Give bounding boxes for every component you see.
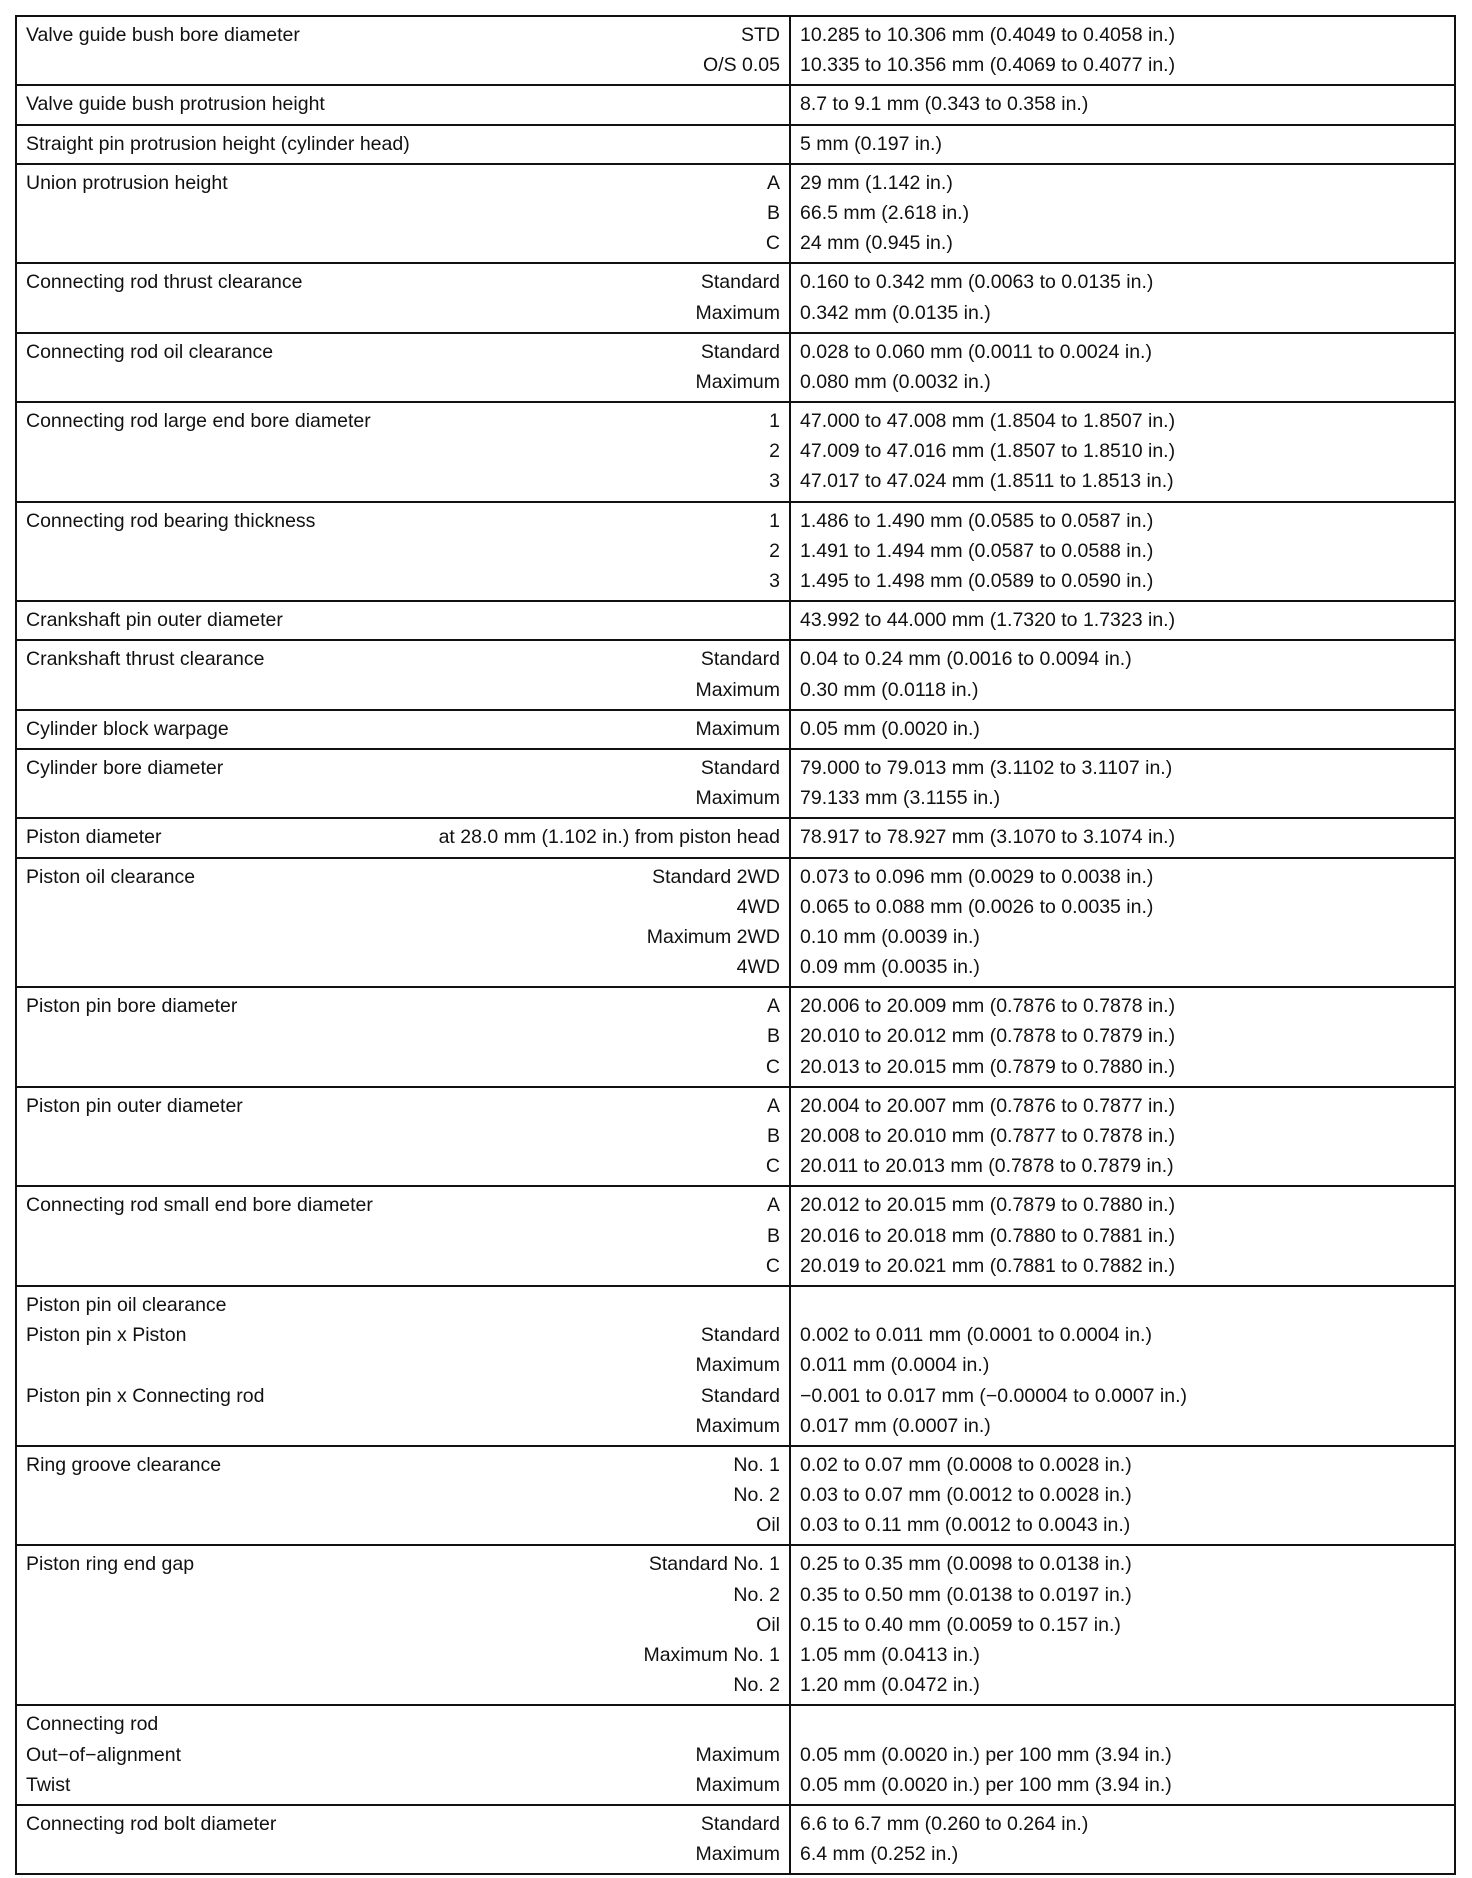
spec-value: 10.335 to 10.356 mm (0.4069 to 0.4077 in.) (800, 54, 1176, 77)
item-cell (17, 988, 791, 1086)
spec-value: −0.001 to 0.017 mm (−0.00004 to 0.0007 in.) (800, 1384, 1188, 1407)
item-cell (17, 1088, 791, 1186)
spec-value: 20.006 to 20.009 mm (0.7876 to 0.7878 in.) (800, 995, 1176, 1018)
table-row (17, 17, 1454, 86)
item-qualifier: Standard (700, 1384, 780, 1407)
item-label: Valve guide bush protrusion height (26, 93, 325, 116)
item-qualifier: 1 (769, 410, 780, 433)
item-qualifier: B (766, 1125, 780, 1147)
value-cell (791, 1806, 1454, 1873)
table-row (17, 403, 1454, 503)
table-row (17, 1806, 1454, 1873)
table-row (17, 1287, 1454, 1447)
item-qualifier (158, 1709, 780, 1739)
value-cell (791, 165, 1454, 263)
spec-value: 47.009 to 47.016 mm (1.8507 to 1.8510 in.) (800, 440, 1176, 463)
value-cell (791, 1187, 1454, 1285)
spec-value: 20.012 to 20.015 mm (0.7879 to 0.7880 in.) (800, 1194, 1176, 1217)
spec-value: 20.004 to 20.007 mm (0.7876 to 0.7877 in.) (800, 1094, 1176, 1117)
value-cell (791, 750, 1454, 817)
item-qualifier: 2 (769, 539, 780, 562)
spec-value: 20.019 to 20.021 mm (0.7881 to 0.7882 in.) (800, 1254, 1176, 1277)
item-qualifier: No. 2 (733, 1674, 780, 1697)
spec-value: 0.073 to 0.096 mm (0.0029 to 0.0038 in.) (800, 865, 1154, 888)
spec-value: 29 mm (1.142 in.) (800, 171, 953, 194)
table-row (17, 165, 1454, 265)
item-qualifier: B (766, 1224, 780, 1247)
item-qualifier: Standard No. 1 (648, 1553, 780, 1576)
item-cell (17, 126, 791, 163)
table-row (17, 1706, 1454, 1806)
table-row (17, 126, 1454, 165)
item-qualifier: B (766, 201, 780, 224)
item-cell (17, 86, 791, 123)
item-label: Piston diameter (26, 826, 162, 849)
item-cell (17, 1447, 791, 1545)
item-cell (17, 165, 791, 263)
spec-table (15, 15, 1456, 1875)
table-row (17, 1088, 1454, 1188)
value-cell (791, 1447, 1454, 1545)
item-qualifier: STD (741, 24, 780, 46)
item-label: Straight pin protrusion height (cylinder head) (26, 132, 410, 155)
value-cell (791, 859, 1454, 987)
value-cell (791, 819, 1454, 856)
table-row (17, 334, 1454, 403)
spec-value: 24 mm (0.945 in.) (800, 232, 953, 255)
item-qualifier: Maximum 2WD (646, 925, 780, 948)
item-label: Piston pin bore diameter (26, 995, 238, 1018)
item-cell (17, 503, 791, 601)
table-row (17, 988, 1454, 1088)
item-cell (17, 819, 791, 856)
value-cell (791, 641, 1454, 708)
item-qualifier: Oil (756, 1514, 780, 1537)
item-qualifier: Standard (700, 648, 780, 671)
spec-value: 0.35 to 0.50 mm (0.0138 to 0.0197 in.) (800, 1583, 1132, 1606)
spec-value: 1.05 mm (0.0413 in.) (800, 1644, 980, 1666)
spec-value: 0.011 mm (0.0004 in.) (800, 1354, 990, 1377)
spec-value: 0.03 to 0.07 mm (0.0012 to 0.0028 in.) (800, 1484, 1132, 1507)
item-cell (17, 602, 791, 639)
item-qualifier: No. 2 (733, 1583, 780, 1606)
spec-value: 47.000 to 47.008 mm (1.8504 to 1.8507 in.) (800, 410, 1176, 433)
item-qualifier: Maximum (695, 678, 780, 701)
spec-value: 0.065 to 0.088 mm (0.0026 to 0.0035 in.) (800, 895, 1154, 918)
spec-value: 5 mm (0.197 in.) (800, 132, 942, 155)
item-cell (17, 1706, 791, 1804)
spec-value: 6.4 mm (0.252 in.) (800, 1843, 959, 1866)
spec-value: 0.15 to 0.40 mm (0.0059 to 0.157 in.) (800, 1613, 1121, 1636)
spec-value: 0.03 to 0.11 mm (0.0012 to 0.0043 in.) (800, 1514, 1131, 1537)
item-qualifier: 4WD (736, 956, 780, 979)
spec-value (800, 1709, 1445, 1739)
spec-value: 0.05 mm (0.0020 in.) (800, 717, 980, 740)
value-cell (791, 503, 1454, 601)
value-cell (791, 602, 1454, 639)
item-label: Crankshaft pin outer diameter (26, 609, 283, 632)
table-row (17, 1546, 1454, 1706)
item-qualifier: A (766, 171, 780, 194)
item-qualifier: C (765, 1055, 780, 1078)
value-cell (791, 1546, 1454, 1704)
item-qualifier: O/S 0.05 (703, 54, 780, 77)
table-row (17, 602, 1454, 641)
item-qualifier: A (766, 1194, 780, 1217)
value-cell (791, 988, 1454, 1086)
item-qualifier: Maximum (695, 370, 780, 393)
item-label: Valve guide bush bore diameter (26, 24, 300, 46)
item-qualifier: A (766, 1094, 780, 1117)
spec-value: 0.05 mm (0.0020 in.) per 100 mm (3.94 in.) (800, 1773, 1172, 1796)
item-qualifier: Standard (700, 756, 780, 779)
item-qualifier: Standard (700, 1324, 780, 1347)
table-row (17, 819, 1454, 858)
item-qualifier: 1 (769, 509, 780, 532)
spec-value: 20.010 to 20.012 mm (0.7878 to 0.7879 in.) (800, 1025, 1176, 1048)
item-label: Connecting rod bolt diameter (26, 1812, 277, 1835)
table-row (17, 641, 1454, 710)
item-qualifier: No. 1 (733, 1453, 780, 1476)
item-qualifier: Maximum (695, 1354, 780, 1377)
table-row (17, 711, 1454, 750)
table-row (17, 503, 1454, 603)
item-qualifier: Maximum (695, 1773, 780, 1796)
item-cell (17, 1187, 791, 1285)
item-label: Piston ring end gap (26, 1553, 195, 1576)
spec-value: 78.917 to 78.927 mm (3.1070 to 3.1074 in.) (800, 826, 1176, 849)
table-row (17, 86, 1454, 125)
value-cell (791, 403, 1454, 501)
spec-value: 0.10 mm (0.0039 in.) (800, 925, 980, 948)
item-label: Out−of−alignment (26, 1743, 182, 1766)
item-label: Twist (26, 1773, 71, 1796)
item-qualifier: at 28.0 mm (1.102 in.) from piston head (438, 826, 780, 849)
item-qualifier: Maximum (695, 787, 780, 810)
item-label: Connecting rod bearing thickness (26, 509, 316, 532)
item-qualifier: Standard 2WD (652, 865, 780, 888)
item-label: Cylinder bore diameter (26, 756, 224, 779)
item-label: Ring groove clearance (26, 1453, 222, 1476)
value-cell (791, 334, 1454, 401)
spec-value: 0.25 to 0.35 mm (0.0098 to 0.0138 in.) (800, 1553, 1132, 1576)
spec-value: 0.342 mm (0.0135 in.) (800, 301, 991, 324)
item-qualifier: Standard (700, 340, 780, 363)
item-cell (17, 711, 791, 748)
value-cell (791, 711, 1454, 748)
table-row (17, 1187, 1454, 1287)
table-row (17, 264, 1454, 333)
spec-value: 10.285 to 10.306 mm (0.4049 to 0.4058 in.) (800, 24, 1176, 46)
spec-value: 66.5 mm (2.618 in.) (800, 201, 970, 224)
item-cell (17, 403, 791, 501)
spec-value: 8.7 to 9.1 mm (0.343 to 0.358 in.) (800, 93, 1089, 116)
spec-value: 0.002 to 0.011 mm (0.0001 to 0.0004 in.) (800, 1324, 1152, 1347)
item-label: Union protrusion height (26, 171, 228, 194)
spec-value: 0.080 mm (0.0032 in.) (800, 370, 991, 393)
spec-value: 0.09 mm (0.0035 in.) (800, 956, 980, 979)
item-label: Piston pin x Piston (26, 1324, 187, 1347)
item-qualifier (227, 1290, 780, 1320)
spec-value: 0.160 to 0.342 mm (0.0063 to 0.0135 in.) (800, 271, 1154, 294)
value-cell (791, 1088, 1454, 1186)
value-cell (791, 264, 1454, 331)
item-qualifier: Maximum (695, 301, 780, 324)
item-qualifier: A (766, 995, 780, 1018)
spec-value: 1.495 to 1.498 mm (0.0589 to 0.0590 in.) (800, 570, 1154, 592)
item-qualifier: Standard (700, 1812, 780, 1835)
item-label: Connecting rod (26, 1713, 159, 1736)
table-row (17, 1447, 1454, 1547)
item-cell (17, 1806, 791, 1873)
item-qualifier: 3 (769, 570, 780, 592)
value-cell (791, 1287, 1454, 1445)
item-cell (17, 1546, 791, 1704)
item-cell (17, 1287, 791, 1445)
item-label: Connecting rod large end bore diameter (26, 410, 371, 433)
item-label: Cylinder block warpage (26, 717, 229, 740)
spec-value: 6.6 to 6.7 mm (0.260 to 0.264 in.) (800, 1812, 1089, 1835)
spec-value: 79.000 to 79.013 mm (3.1102 to 3.1107 in.) (800, 756, 1173, 779)
item-label: Connecting rod thrust clearance (26, 271, 303, 294)
spec-value: 1.486 to 1.490 mm (0.0585 to 0.0587 in.) (800, 509, 1154, 532)
item-qualifier: C (765, 1254, 780, 1277)
spec-value: 20.013 to 20.015 mm (0.7879 to 0.7880 in.) (800, 1055, 1176, 1078)
item-qualifier: No. 2 (733, 1484, 780, 1507)
value-cell (791, 1706, 1454, 1804)
item-cell (17, 859, 791, 987)
spec-value: 0.30 mm (0.0118 in.) (800, 678, 979, 701)
value-cell (791, 86, 1454, 123)
item-qualifier: Maximum (695, 1843, 780, 1866)
item-qualifier: B (766, 1025, 780, 1048)
item-qualifier: C (765, 232, 780, 255)
item-qualifier: C (765, 1155, 780, 1178)
item-qualifier: Maximum (695, 717, 780, 740)
item-label: Piston pin oil clearance (26, 1293, 227, 1316)
item-qualifier: Maximum No. 1 (643, 1644, 780, 1666)
spec-value: 20.016 to 20.018 mm (0.7880 to 0.7881 in.) (800, 1224, 1176, 1247)
spec-value: 79.133 mm (3.1155 in.) (800, 787, 1001, 810)
item-qualifier (410, 129, 780, 159)
spec-value: 1.20 mm (0.0472 in.) (800, 1674, 980, 1697)
table-row (17, 859, 1454, 989)
value-cell (791, 126, 1454, 163)
item-label: Piston oil clearance (26, 865, 196, 888)
spec-value (800, 1290, 1445, 1320)
item-label: Connecting rod small end bore diameter (26, 1194, 373, 1217)
item-cell (17, 750, 791, 817)
item-qualifier (283, 605, 780, 635)
item-qualifier: Oil (756, 1613, 780, 1636)
spec-value: 43.992 to 44.000 mm (1.7320 to 1.7323 in.) (800, 609, 1176, 632)
spec-value: 0.04 to 0.24 mm (0.0016 to 0.0094 in.) (800, 648, 1132, 671)
item-qualifier: 3 (769, 470, 780, 493)
item-cell (17, 334, 791, 401)
item-qualifier (325, 89, 780, 119)
item-label: Crankshaft thrust clearance (26, 648, 265, 671)
item-qualifier: Maximum (695, 1414, 780, 1437)
spec-value: 1.491 to 1.494 mm (0.0587 to 0.0588 in.) (800, 539, 1154, 562)
item-qualifier: 2 (769, 440, 780, 463)
spec-value: 20.011 to 20.013 mm (0.7878 to 0.7879 in.) (800, 1155, 1174, 1178)
spec-value: 0.028 to 0.060 mm (0.0011 to 0.0024 in.) (800, 340, 1152, 363)
spec-value: 47.017 to 47.024 mm (1.8511 to 1.8513 in.) (800, 470, 1174, 493)
item-label: Piston pin x Connecting rod (26, 1384, 265, 1407)
spec-value: 0.02 to 0.07 mm (0.0008 to 0.0028 in.) (800, 1453, 1132, 1476)
item-qualifier: 4WD (736, 895, 780, 918)
spec-value: 0.05 mm (0.0020 in.) per 100 mm (3.94 in.) (800, 1743, 1172, 1766)
item-cell (17, 17, 791, 84)
item-cell (17, 264, 791, 331)
item-qualifier: Maximum (695, 1743, 780, 1766)
item-label: Connecting rod oil clearance (26, 340, 274, 363)
value-cell (791, 17, 1454, 84)
spec-value: 0.017 mm (0.0007 in.) (800, 1414, 991, 1437)
spec-value: 20.008 to 20.010 mm (0.7877 to 0.7878 in.) (800, 1125, 1176, 1147)
item-cell (17, 641, 791, 708)
table-row (17, 750, 1454, 819)
item-label: Piston pin outer diameter (26, 1094, 243, 1117)
item-qualifier: Standard (700, 271, 780, 294)
